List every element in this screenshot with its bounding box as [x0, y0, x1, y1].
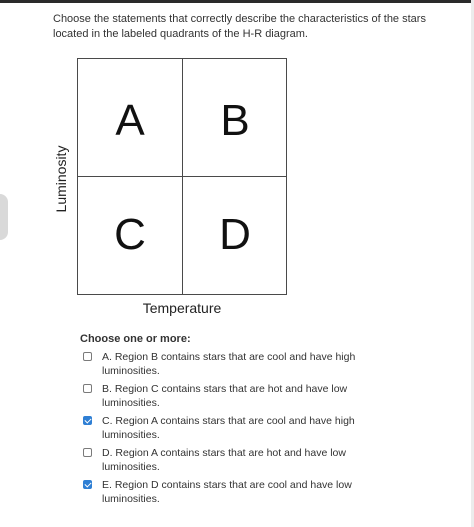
y-axis-label-container [52, 142, 70, 216]
hr-diagram [77, 58, 287, 295]
top-border [0, 0, 474, 3]
answer-option-d[interactable] [82, 446, 382, 474]
answer-option-a[interactable] [82, 350, 382, 378]
quadrant-a-label: A [115, 96, 145, 145]
checkbox-icon[interactable] [83, 384, 92, 393]
diagram-horizontal-divider [78, 176, 286, 177]
answer-option-text: E. Region D contains stars that are cool and have low luminosities. [102, 479, 352, 505]
question-prompt-line-1: Choose the statements that correctly describe the characteristics of the stars [53, 13, 426, 25]
answer-option-text: B. Region C contains stars that are hot and have low luminosities. [102, 383, 348, 409]
quadrant-d-label: D [219, 210, 251, 259]
answer-option-b[interactable] [82, 382, 382, 410]
side-tab-handle[interactable] [0, 194, 8, 240]
question-prompt-line-2: located in the labeled quadrants of the H-R diagram. [53, 28, 308, 40]
quadrant-c-label: C [114, 210, 146, 259]
checkbox-checked-icon[interactable] [83, 416, 92, 425]
answer-option-text: C. Region A contains stars that are cool and have high luminosities. [102, 415, 355, 441]
x-axis-label: Temperature [142, 300, 222, 316]
quadrant-b-label: B [220, 96, 250, 145]
answer-instruction: Choose one or more: [80, 333, 191, 345]
y-axis-label: Luminosity [53, 145, 69, 213]
answer-option-e[interactable] [82, 478, 382, 506]
checkbox-checked-icon[interactable] [83, 480, 92, 489]
answer-options-list [82, 350, 382, 510]
answer-option-c[interactable] [82, 414, 382, 442]
checkbox-icon[interactable] [83, 448, 92, 457]
question-prompt [53, 12, 448, 42]
checkbox-icon[interactable] [83, 352, 92, 361]
answer-option-text: A. Region B contains stars that are cool and have high luminosities. [102, 351, 356, 377]
answer-option-text: D. Region A contains stars that are hot and have low luminosities. [102, 447, 346, 473]
